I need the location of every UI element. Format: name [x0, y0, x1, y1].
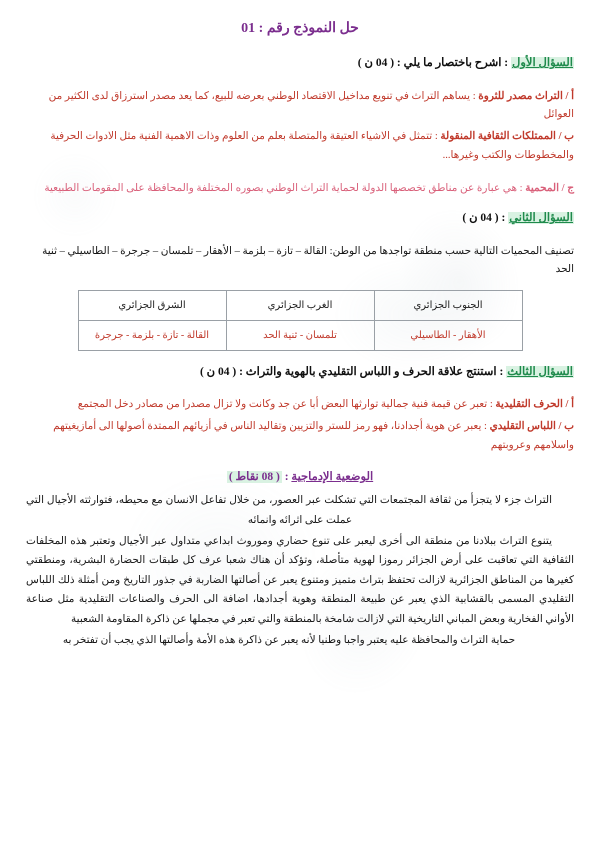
table-row	[78, 320, 522, 350]
question-1-answer-a-text: : يساهم التراث في تنويع مداخيل الاقتصاد الوطني بعرضه للبيع، كما يعد مصدر استرزاق لدى الكثير من العوائل	[48, 90, 574, 120]
question-1-answer-b	[26, 128, 574, 165]
integrative-situation-heading	[26, 469, 574, 483]
question-1-answer-a-term: أ / التراث مصدر للثروة	[478, 90, 574, 102]
question-1-answer-a	[26, 88, 574, 125]
question-1-answer-c-text: : هي عبارة عن مناطق تخصصها الدولة لحماية التراث الوطني بصوره المختلفة والمحافظة على المقومات الطبيعية	[44, 183, 526, 195]
table-cell-east: القالة - تازة - بلزمة - جرجرة	[78, 320, 226, 350]
question-2-prompt: تصنيف المحميات التالية حسب منطقة تواجدها من الوطن: القالة – تازة – بلزمة – الأهقار – تلمسان – جرجرة – الطاسيلي – ثنية الحد	[42, 245, 574, 276]
question-3-answer-b-text: : يعبر عن هوية أجدادنا، فهو رمز للستر والتزيين وتقاليد الناس في أزيائهم الممتدة أصولها الى أمازيغيتهم واسلامهم وعروبتهم	[53, 421, 574, 451]
question-2-label: السؤال الثاني	[509, 212, 573, 225]
question-1-label: السؤال الأول	[512, 57, 573, 70]
question-1-prompt: : اشرح باختصار ما يلي : ( 04 ن )	[357, 57, 511, 70]
table-cell-west: تلمسان - ثنية الحد	[226, 320, 374, 350]
question-1-answer-b-text: : تتمثل في الاشياء العتيقة والمتصلة بعلم من العلوم وذات الاهمية الفنية مثل الادوات الحرفية والمخطوطات والكتب وغيرها...	[50, 131, 574, 161]
question-1-answer-c	[26, 180, 574, 198]
table-header-west: الغرب الجزائري	[226, 290, 374, 320]
question-3-heading	[26, 363, 574, 381]
question-3-answer-b	[26, 418, 574, 455]
question-3-label: السؤال الثالث	[507, 365, 573, 378]
integrative-situation-label: الوضعية الإدماجية	[291, 471, 374, 484]
question-1-answer-b-term: ب / الممتلكات الثقافية المنقولة	[440, 131, 574, 143]
situation-paragraph-1: التراث جزء لا يتجزأ من ثقافة المجتمعات التي تشكلت عبر العصور، من خلال تفاعل الانسان مع محيطه، فتوارثته الأجيال التي عملت على اثرائه وانمائه	[26, 495, 552, 526]
question-3-prompt: : استنتج علاقة الحرف و اللباس التقليدي بالهوية والتراث : ( 04 ن )	[199, 365, 507, 378]
table-cell-south: الأهقار - الطاسيلي	[374, 320, 522, 350]
question-3-answer-a	[26, 396, 574, 414]
question-1-answer-c-term: ج / المحمية	[525, 183, 574, 195]
question-1-heading	[26, 54, 574, 72]
situation-paragraph-2: يتنوع التراث ببلادنا من منطقة الى أخرى ليعبر على تنوع حضاري وموروث ابداعي متداول عبر الأجيال وتعتبر هذه المخلفات الثقافية التي تعاقبت على أرض الجزائر رموزا لهوية متأصلة، وتؤكد أن هناك شعبا عرف كل طبقات الحضارة البشرية، ومنطقتي كغيرها من المناطق الجزائرية لازالت تحتفظ بتراث متميز ومتنوع يعبر عن أصالتها الضاربة في جذور التاريخ ومن أمثلة ذلك اللباس التقليدي المسمى بالقشابية الذي يعبر عن طبيعة المنطقة وهوية أجدادها، اضافة الى الحرف والصناعات التقليدية مثل صناعة الأواني الفخارية وبعض المباني التاريخية التي لازالت شامخة بالمنطقة والتي تعبر في مجملها عن ذاكرة المقاومة الشعبية	[26, 535, 574, 625]
integrative-situation-marks: ( 08 نقاط )	[228, 471, 280, 484]
table-header-row	[78, 290, 522, 320]
question-2-heading	[26, 209, 574, 227]
table-header-east: الشرق الجزائري	[78, 290, 226, 320]
table-header-south: الجنوب الجزائري	[374, 290, 522, 320]
document-content	[26, 20, 574, 650]
question-2-marks: : ( 04 ن )	[462, 212, 509, 225]
integrative-situation-separator: :	[281, 471, 292, 484]
regions-table-wrapper	[26, 290, 574, 351]
page-title: حل النموذج رقم : 01	[241, 21, 359, 36]
question-3-answer-a-term: أ / الحرف التقليدية	[495, 398, 574, 410]
question-3-answer-b-term: ب / اللباس التقليدي	[489, 421, 574, 433]
regions-table	[78, 290, 523, 351]
situation-paragraph-3: حماية التراث والمحافظة عليه يعتبر واجبا وطنيا لأنه يعبر عن ذاكرة هذه الأمة وأصالتها الذي يجب أن تفتخر به	[62, 635, 516, 647]
question-3-answer-a-text: : تعبر عن قيمة فنية جمالية توارثها البعض أبا عن جد وكانت ولا تزال مصدرا من مصادر دخل المجتمع	[77, 398, 496, 410]
